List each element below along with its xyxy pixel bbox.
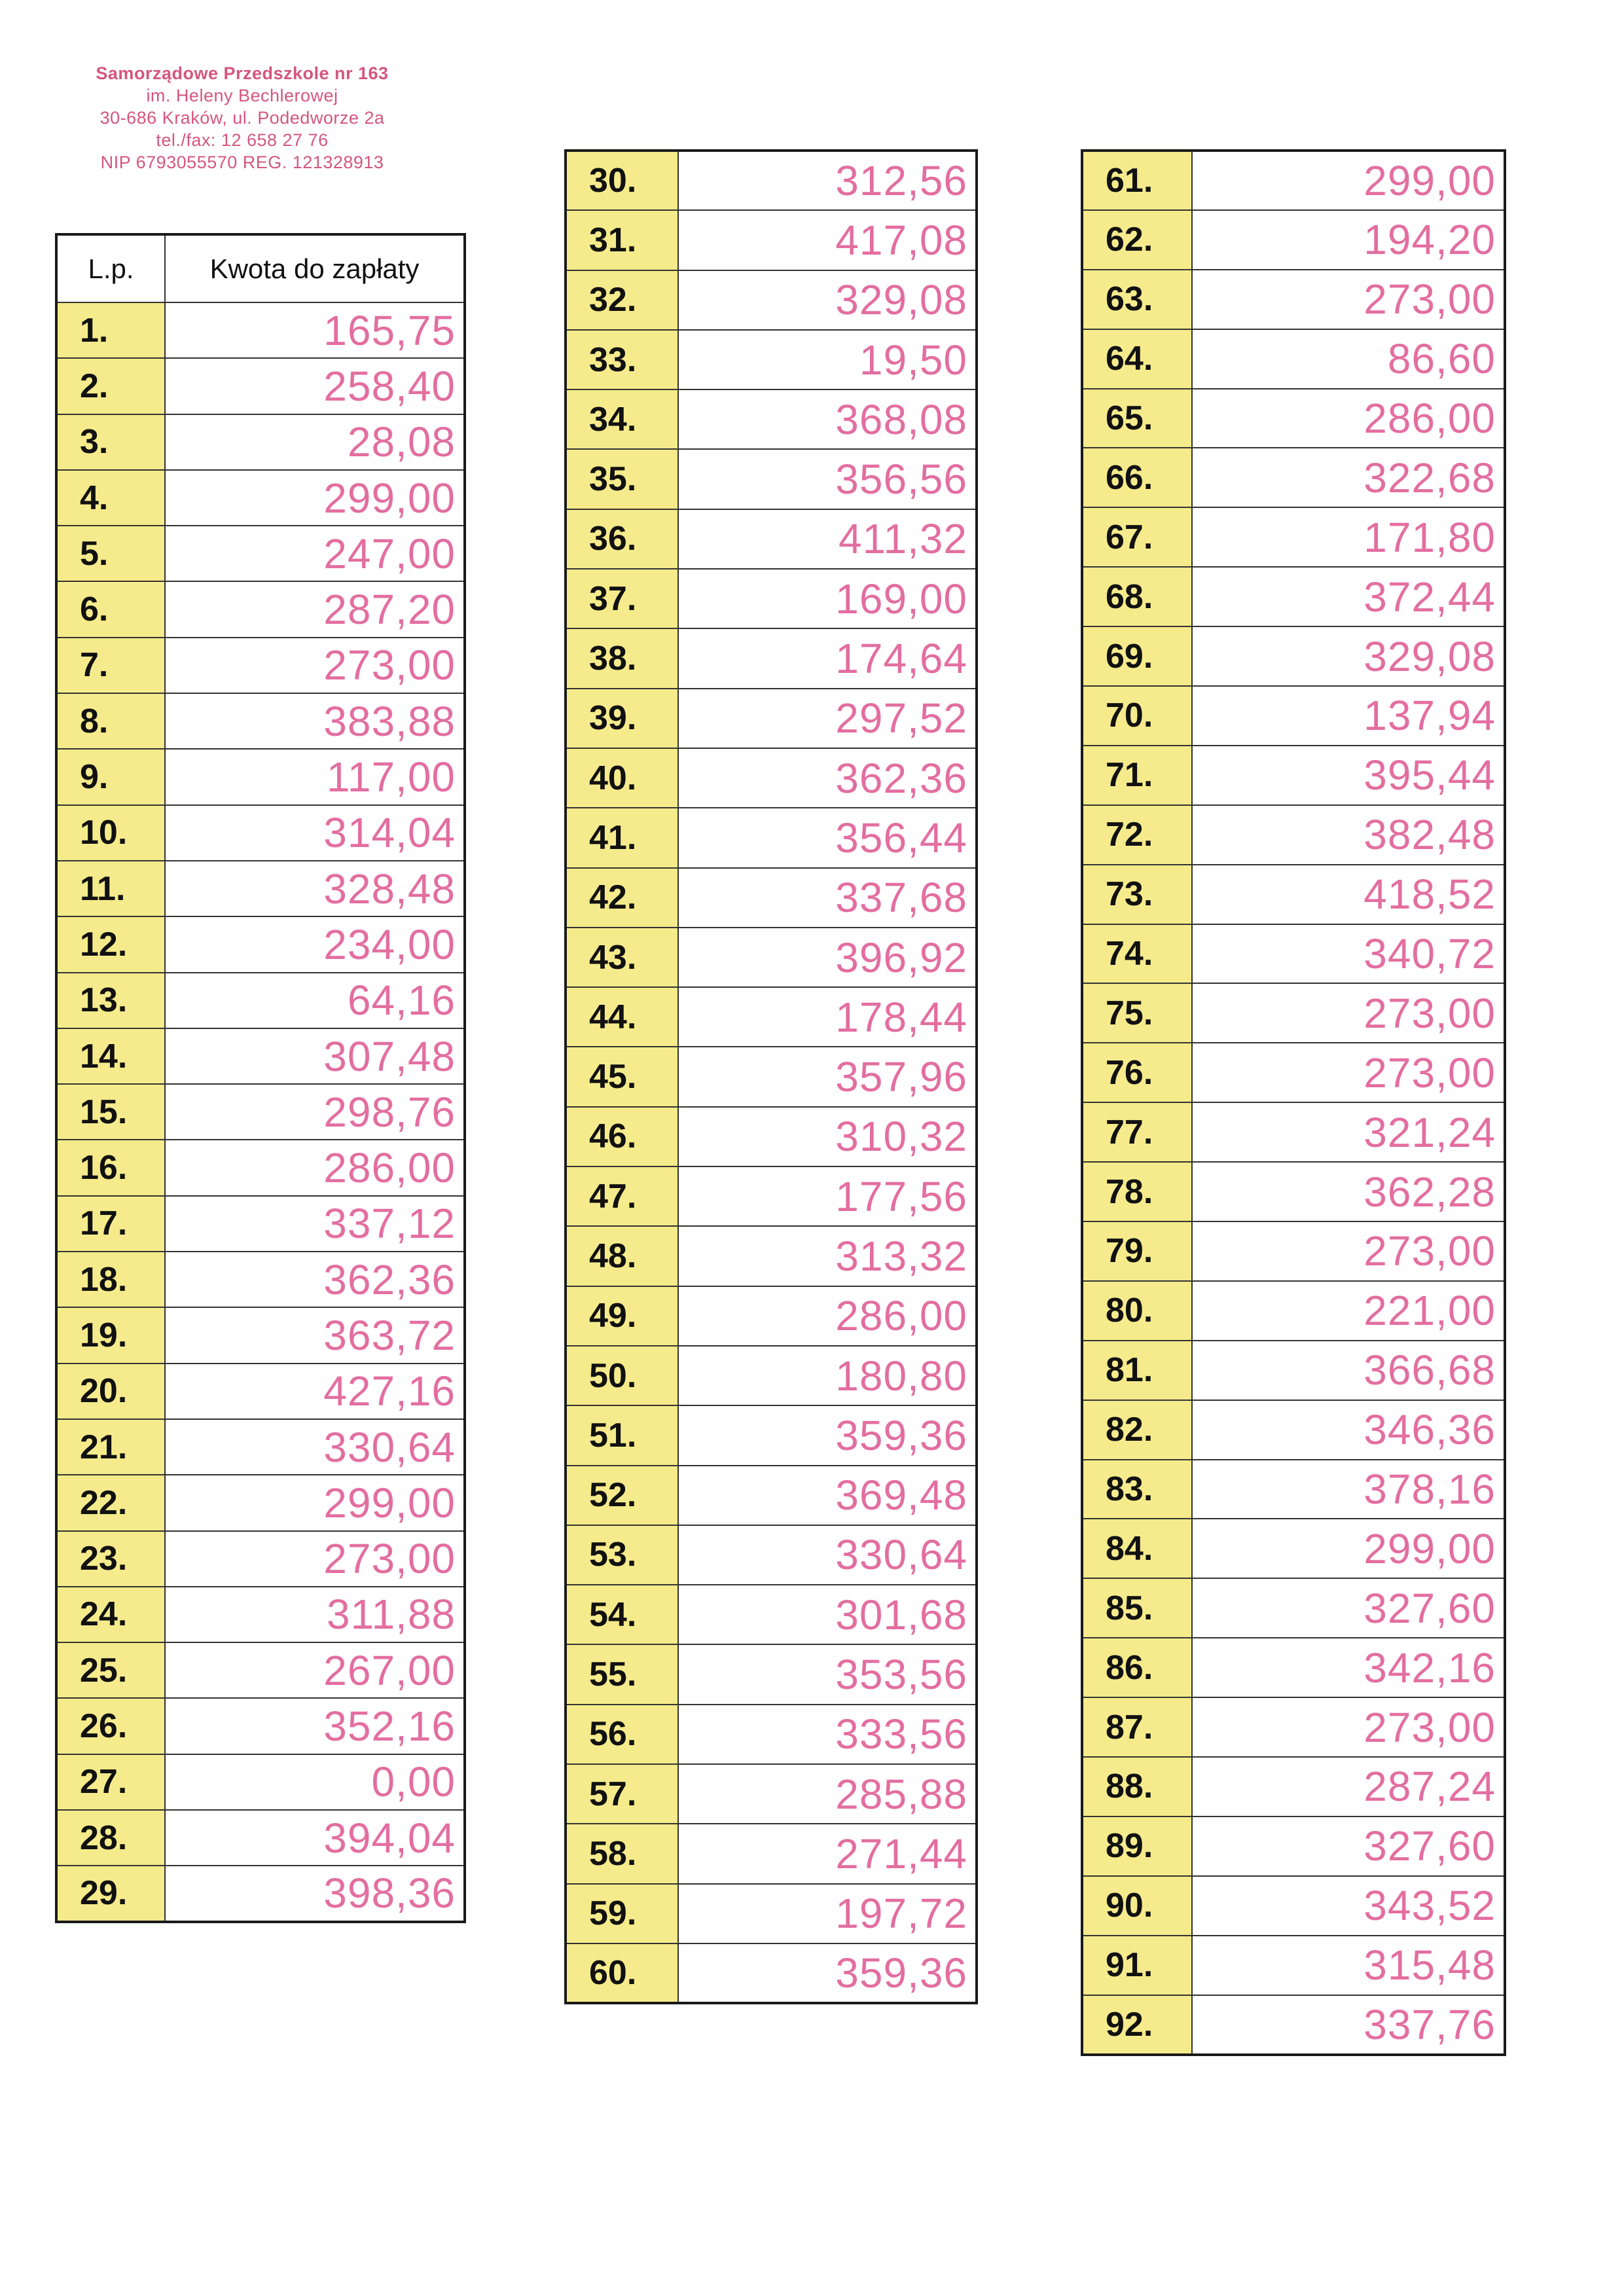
row-number: 60.: [566, 1943, 678, 2003]
row-number: 36.: [566, 509, 678, 569]
row-amount: 178,44: [678, 987, 977, 1047]
row-amount: 329,08: [678, 270, 977, 330]
row-number: 77.: [1082, 1102, 1192, 1162]
table-row: [1082, 1578, 1505, 1638]
table-row: [566, 1943, 977, 2003]
table-row: [1082, 270, 1505, 329]
row-number: 24.: [56, 1587, 165, 1642]
table-row: [56, 693, 465, 749]
table-row: [1082, 1460, 1505, 1519]
row-amount: 247,00: [165, 526, 465, 581]
row-number: 1.: [56, 302, 165, 358]
table-row: [566, 270, 977, 330]
row-amount: 221,00: [1192, 1281, 1505, 1341]
row-amount: 273,00: [165, 1531, 465, 1587]
row-number: 32.: [566, 270, 678, 330]
table-row: [566, 628, 977, 688]
row-number: 27.: [56, 1754, 165, 1810]
table-row: [566, 1644, 977, 1704]
row-number: 18.: [56, 1252, 165, 1307]
row-number: 62.: [1082, 210, 1192, 270]
table-row: [566, 1466, 977, 1525]
row-amount: 378,16: [1192, 1460, 1505, 1519]
table-row: [1082, 1043, 1505, 1102]
row-amount: 267,00: [165, 1642, 465, 1698]
row-number: 45.: [566, 1047, 678, 1106]
row-number: 71.: [1082, 746, 1192, 805]
row-number: 23.: [56, 1531, 165, 1587]
table-header-row: [56, 234, 465, 302]
row-number: 52.: [566, 1466, 678, 1525]
row-amount: 299,00: [165, 470, 465, 526]
table-row: [1082, 1995, 1505, 2055]
table-row: [56, 1307, 465, 1363]
row-number: 33.: [566, 330, 678, 389]
row-number: 66.: [1082, 448, 1192, 507]
row-amount: 117,00: [165, 749, 465, 804]
row-amount: 165,75: [165, 302, 465, 358]
table-row: [566, 1525, 977, 1585]
table-row: [56, 1754, 465, 1810]
row-amount: 327,60: [1192, 1578, 1505, 1638]
row-amount: 362,36: [165, 1252, 465, 1307]
institution-stamp: [46, 62, 439, 173]
table-row: [566, 987, 977, 1047]
row-number: 89.: [1082, 1816, 1192, 1876]
table-row: [1082, 686, 1505, 746]
row-amount: 395,44: [1192, 746, 1505, 805]
row-number: 35.: [566, 449, 678, 509]
table-row: [56, 1587, 465, 1642]
row-number: 16.: [56, 1140, 165, 1195]
table-row: [1082, 1221, 1505, 1281]
row-amount: 315,48: [1192, 1936, 1505, 1995]
row-amount: 398,36: [165, 1866, 465, 1921]
table-row: [1082, 805, 1505, 865]
table-row: [56, 973, 465, 1028]
row-amount: 372,44: [1192, 567, 1505, 626]
row-amount: 394,04: [165, 1810, 465, 1866]
row-amount: 337,12: [165, 1196, 465, 1252]
row-amount: 273,00: [1192, 1221, 1505, 1281]
table-row: [566, 748, 977, 808]
table-row: [56, 1140, 465, 1195]
table-row: [566, 1585, 977, 1644]
row-number: 6.: [56, 581, 165, 637]
row-amount: 19,50: [678, 330, 977, 389]
row-amount: 359,36: [678, 1405, 977, 1465]
table-row: [1082, 210, 1505, 270]
table-row: [1082, 1519, 1505, 1578]
row-amount: 346,36: [1192, 1400, 1505, 1460]
row-number: 10.: [56, 805, 165, 861]
table-row: [1082, 1816, 1505, 1876]
table-row: [56, 1084, 465, 1140]
row-number: 90.: [1082, 1876, 1192, 1936]
row-number: 85.: [1082, 1578, 1192, 1638]
row-number: 13.: [56, 973, 165, 1028]
row-amount: 180,80: [678, 1346, 977, 1405]
row-amount: 314,04: [165, 805, 465, 861]
table-row: [56, 1364, 465, 1419]
row-amount: 322,68: [1192, 448, 1505, 507]
row-amount: 427,16: [165, 1364, 465, 1419]
row-amount: 137,94: [1192, 686, 1505, 746]
row-number: 80.: [1082, 1281, 1192, 1341]
row-amount: 197,72: [678, 1884, 977, 1943]
row-number: 83.: [1082, 1460, 1192, 1519]
row-number: 41.: [566, 808, 678, 867]
row-number: 74.: [1082, 924, 1192, 984]
table-row: [1082, 507, 1505, 567]
row-number: 78.: [1082, 1162, 1192, 1221]
table-row: [566, 1884, 977, 1943]
row-amount: 271,44: [678, 1824, 977, 1883]
row-amount: 194,20: [1192, 210, 1505, 270]
table-row: [56, 749, 465, 804]
table-row: [56, 1475, 465, 1530]
table-row: [1082, 329, 1505, 389]
table-row: [566, 1705, 977, 1764]
row-amount: 343,52: [1192, 1876, 1505, 1936]
table-row: [56, 526, 465, 581]
row-number: 49.: [566, 1286, 678, 1346]
row-amount: 340,72: [1192, 924, 1505, 984]
row-number: 76.: [1082, 1043, 1192, 1102]
row-number: 8.: [56, 693, 165, 749]
row-amount: 310,32: [678, 1107, 977, 1166]
row-number: 53.: [566, 1525, 678, 1585]
row-amount: 353,56: [678, 1644, 977, 1704]
table-row: [1082, 567, 1505, 626]
table-row: [56, 638, 465, 693]
row-amount: 337,68: [678, 868, 977, 928]
row-amount: 285,88: [678, 1764, 977, 1824]
row-amount: 411,32: [678, 509, 977, 569]
table-row: [566, 389, 977, 449]
row-amount: 337,76: [1192, 1995, 1505, 2055]
table-row: [1082, 1341, 1505, 1400]
row-amount: 177,56: [678, 1166, 977, 1226]
row-number: 64.: [1082, 329, 1192, 389]
row-amount: 299,00: [1192, 1519, 1505, 1578]
row-number: 58.: [566, 1824, 678, 1883]
row-amount: 418,52: [1192, 865, 1505, 924]
row-amount: 0,00: [165, 1754, 465, 1810]
row-number: 88.: [1082, 1757, 1192, 1816]
row-number: 54.: [566, 1585, 678, 1644]
row-amount: 357,96: [678, 1047, 977, 1106]
row-amount: 273,00: [1192, 1697, 1505, 1757]
table-row: [56, 358, 465, 414]
table-row: [566, 928, 977, 987]
row-number: 56.: [566, 1705, 678, 1764]
table-row: [1082, 389, 1505, 448]
table-row: [566, 151, 977, 210]
row-amount: 234,00: [165, 916, 465, 972]
row-amount: 356,44: [678, 808, 977, 867]
row-amount: 286,00: [1192, 389, 1505, 448]
row-number: 63.: [1082, 270, 1192, 329]
row-number: 12.: [56, 916, 165, 972]
row-amount: 362,36: [678, 748, 977, 808]
table-row: [56, 861, 465, 916]
row-amount: 362,28: [1192, 1162, 1505, 1221]
table-row: [1082, 151, 1505, 210]
row-amount: 352,16: [165, 1698, 465, 1754]
row-number: 86.: [1082, 1638, 1192, 1697]
header-amount: Kwota do zapłaty: [165, 234, 465, 302]
row-amount: 356,56: [678, 449, 977, 509]
row-number: 17.: [56, 1196, 165, 1252]
row-amount: 301,68: [678, 1585, 977, 1644]
table-row: [566, 1764, 977, 1824]
row-amount: 329,08: [1192, 626, 1505, 686]
row-amount: 330,64: [165, 1419, 465, 1475]
row-number: 9.: [56, 749, 165, 804]
table-row: [566, 868, 977, 928]
table-row: [566, 1107, 977, 1166]
row-amount: 28,08: [165, 414, 465, 470]
row-amount: 312,56: [678, 151, 977, 210]
row-amount: 258,40: [165, 358, 465, 414]
table-row: [566, 689, 977, 748]
table-row: [1082, 1162, 1505, 1221]
row-amount: 287,20: [165, 581, 465, 637]
row-amount: 273,00: [165, 638, 465, 693]
row-number: 50.: [566, 1346, 678, 1405]
table-row: [1082, 924, 1505, 984]
table-row: [1082, 1638, 1505, 1697]
row-number: 91.: [1082, 1936, 1192, 1995]
row-number: 75.: [1082, 983, 1192, 1043]
table-row: [1082, 626, 1505, 686]
row-amount: 396,92: [678, 928, 977, 987]
row-amount: 286,00: [165, 1140, 465, 1195]
row-number: 21.: [56, 1419, 165, 1475]
table-row: [1082, 983, 1505, 1043]
row-number: 14.: [56, 1028, 165, 1084]
table-row: [566, 1286, 977, 1346]
row-number: 34.: [566, 389, 678, 449]
table-row: [566, 1166, 977, 1226]
payment-table-3: [1081, 149, 1506, 2056]
table-row: [1082, 1281, 1505, 1341]
payment-table-2: [564, 149, 978, 2004]
row-number: 51.: [566, 1405, 678, 1465]
row-amount: 64,16: [165, 973, 465, 1028]
row-amount: 321,24: [1192, 1102, 1505, 1162]
row-amount: 298,76: [165, 1084, 465, 1140]
row-amount: 342,16: [1192, 1638, 1505, 1697]
row-number: 57.: [566, 1764, 678, 1824]
row-number: 67.: [1082, 507, 1192, 567]
table-row: [1082, 448, 1505, 507]
row-number: 92.: [1082, 1995, 1192, 2055]
row-amount: 174,64: [678, 628, 977, 688]
table-row: [56, 805, 465, 861]
row-number: 65.: [1082, 389, 1192, 448]
row-number: 39.: [566, 689, 678, 748]
row-number: 79.: [1082, 1221, 1192, 1281]
row-number: 42.: [566, 868, 678, 928]
row-number: 25.: [56, 1642, 165, 1698]
row-number: 72.: [1082, 805, 1192, 865]
table-row: [1082, 1697, 1505, 1757]
table-row: [566, 808, 977, 867]
row-number: 43.: [566, 928, 678, 987]
row-number: 4.: [56, 470, 165, 526]
table-row: [56, 1252, 465, 1307]
row-number: 84.: [1082, 1519, 1192, 1578]
row-amount: 307,48: [165, 1028, 465, 1084]
row-amount: 311,88: [165, 1587, 465, 1642]
row-number: 73.: [1082, 865, 1192, 924]
row-amount: 333,56: [678, 1705, 977, 1764]
table-row: [56, 1810, 465, 1866]
table-row: [566, 509, 977, 569]
row-number: 46.: [566, 1107, 678, 1166]
row-number: 26.: [56, 1698, 165, 1754]
table-row: [566, 1047, 977, 1106]
row-number: 2.: [56, 358, 165, 414]
stamp-line: 30-686 Kraków, ul. Podedworze 2a: [99, 108, 385, 128]
row-number: 48.: [566, 1226, 678, 1286]
row-number: 30.: [566, 151, 678, 210]
table-row: [56, 1028, 465, 1084]
table-row: [566, 1405, 977, 1465]
row-number: 20.: [56, 1364, 165, 1419]
table-row: [56, 1196, 465, 1252]
row-number: 47.: [566, 1166, 678, 1226]
table-row: [1082, 1400, 1505, 1460]
row-amount: 363,72: [165, 1307, 465, 1363]
table-row: [56, 302, 465, 358]
table-row: [56, 916, 465, 972]
table-row: [56, 1642, 465, 1698]
row-amount: 169,00: [678, 569, 977, 628]
table-row: [1082, 865, 1505, 924]
row-number: 37.: [566, 569, 678, 628]
stamp-line: Samorządowe Przedszkole nr 163: [96, 63, 389, 83]
stamp-line: NIP 6793055570 REG. 121328913: [100, 153, 384, 172]
row-amount: 273,00: [1192, 983, 1505, 1043]
row-number: 55.: [566, 1644, 678, 1704]
row-amount: 382,48: [1192, 805, 1505, 865]
row-amount: 417,08: [678, 210, 977, 270]
row-number: 87.: [1082, 1697, 1192, 1757]
row-number: 28.: [56, 1810, 165, 1866]
row-number: 70.: [1082, 686, 1192, 746]
row-amount: 286,00: [678, 1286, 977, 1346]
table-row: [1082, 1102, 1505, 1162]
row-amount: 368,08: [678, 389, 977, 449]
row-number: 68.: [1082, 567, 1192, 626]
row-amount: 328,48: [165, 861, 465, 916]
table-row: [1082, 1876, 1505, 1936]
row-amount: 369,48: [678, 1466, 977, 1525]
table-row: [566, 1226, 977, 1286]
row-amount: 359,36: [678, 1943, 977, 2003]
table-row: [56, 581, 465, 637]
stamp-line: tel./fax: 12 658 27 76: [156, 130, 329, 150]
table-row: [566, 449, 977, 509]
row-number: 22.: [56, 1475, 165, 1530]
row-amount: 86,60: [1192, 329, 1505, 389]
table-row: [56, 414, 465, 470]
table-row: [56, 1531, 465, 1587]
row-number: 29.: [56, 1866, 165, 1921]
table-row: [566, 569, 977, 628]
header-lp: L.p.: [56, 234, 165, 302]
row-number: 81.: [1082, 1341, 1192, 1400]
row-number: 38.: [566, 628, 678, 688]
row-amount: 273,00: [1192, 270, 1505, 329]
table-row: [56, 1866, 465, 1921]
row-amount: 330,64: [678, 1525, 977, 1585]
row-number: 40.: [566, 748, 678, 808]
table-row: [566, 1346, 977, 1405]
row-number: 69.: [1082, 626, 1192, 686]
row-number: 44.: [566, 987, 678, 1047]
table-row: [1082, 746, 1505, 805]
row-amount: 299,00: [1192, 151, 1505, 210]
row-number: 3.: [56, 414, 165, 470]
row-amount: 327,60: [1192, 1816, 1505, 1876]
row-amount: 383,88: [165, 693, 465, 749]
row-amount: 171,80: [1192, 507, 1505, 567]
row-number: 31.: [566, 210, 678, 270]
row-number: 11.: [56, 861, 165, 916]
table-row: [1082, 1757, 1505, 1816]
row-amount: 273,00: [1192, 1043, 1505, 1102]
row-amount: 366,68: [1192, 1341, 1505, 1400]
row-number: 59.: [566, 1884, 678, 1943]
row-number: 19.: [56, 1307, 165, 1363]
table-row: [566, 1824, 977, 1883]
table-row: [56, 1698, 465, 1754]
row-amount: 313,32: [678, 1226, 977, 1286]
row-number: 82.: [1082, 1400, 1192, 1460]
stamp-line: im. Heleny Bechlerowej: [146, 86, 338, 105]
table-row: [56, 470, 465, 526]
row-amount: 299,00: [165, 1475, 465, 1530]
row-number: 61.: [1082, 151, 1192, 210]
table-row: [56, 1419, 465, 1475]
row-amount: 287,24: [1192, 1757, 1505, 1816]
row-number: 5.: [56, 526, 165, 581]
payment-table-1: [55, 233, 466, 1923]
row-number: 7.: [56, 638, 165, 693]
table-row: [566, 330, 977, 389]
table-row: [566, 210, 977, 270]
table-row: [1082, 1936, 1505, 1995]
row-number: 15.: [56, 1084, 165, 1140]
row-amount: 297,52: [678, 689, 977, 748]
